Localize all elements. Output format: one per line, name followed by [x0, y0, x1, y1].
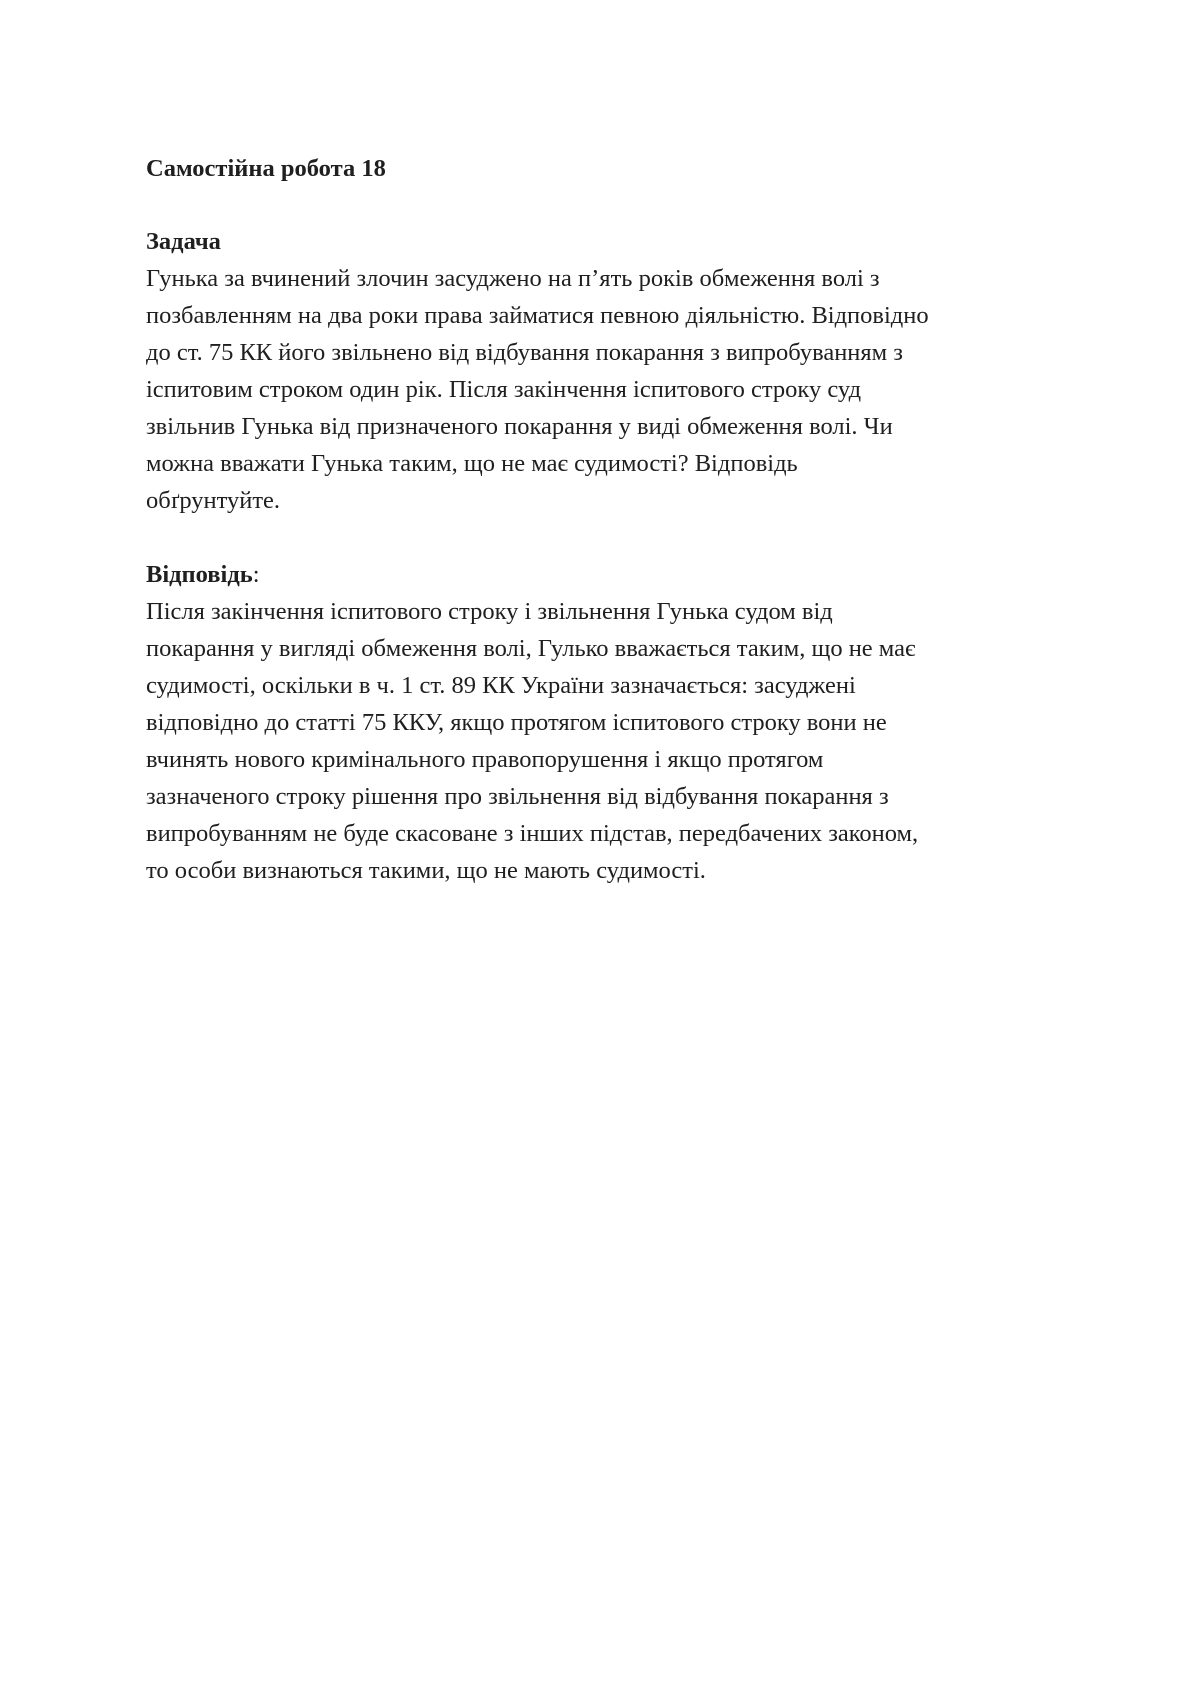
answer-heading: Відповідь [146, 561, 253, 588]
answer-heading-colon: : [252, 561, 260, 588]
task-line: звільнив Гунька від призначеного покарання у виді обмеження волі. Чи [146, 413, 893, 440]
answer-line: то особи визнаються такими, що не мають судимості. [146, 857, 706, 884]
answer-line: покарання у вигляді обмеження волі, Гулько вважається таким, що не має [146, 635, 916, 662]
task-section [146, 223, 1066, 519]
task-line: до ст. 75 КК його звільнено від відбування покарання з випробуванням з [146, 339, 903, 366]
answer-section [146, 556, 1066, 889]
answer-line: випробуванням не буде скасоване з інших підстав, передбачених законом, [146, 820, 919, 847]
task-line: позбавленням на два роки права займатися певною діяльністю. Відповідно [146, 302, 929, 329]
task-line: Гунька за вчинений злочин засуджено на п’ять років обмеження волі з [146, 265, 880, 292]
task-line: іспитовим строком один рік. Після закінчення іспитового строку суд [146, 376, 862, 403]
document-title: Самостійна робота 18 [146, 155, 386, 182]
answer-heading-row [146, 556, 1066, 593]
answer-line: вчинять нового кримінального правопорушення і якщо протягом [146, 746, 824, 773]
answer-line: відповідно до статті 75 ККУ, якщо протягом іспитового строку вони не [146, 709, 887, 736]
document-content [146, 150, 1066, 926]
answer-line: судимості, оскільки в ч. 1 ст. 89 КК України зазначається: засуджені [146, 672, 856, 699]
answer-line: зазначеного строку рішення про звільнення від відбування покарання з [146, 783, 889, 810]
answer-line: Після закінчення іспитового строку і звільнення Гунька судом від [146, 598, 833, 625]
task-heading: Задача [146, 228, 221, 255]
task-line: обґрунтуйте. [146, 487, 281, 514]
task-line: можна вважати Гунька таким, що не має судимості? Відповідь [146, 450, 798, 477]
